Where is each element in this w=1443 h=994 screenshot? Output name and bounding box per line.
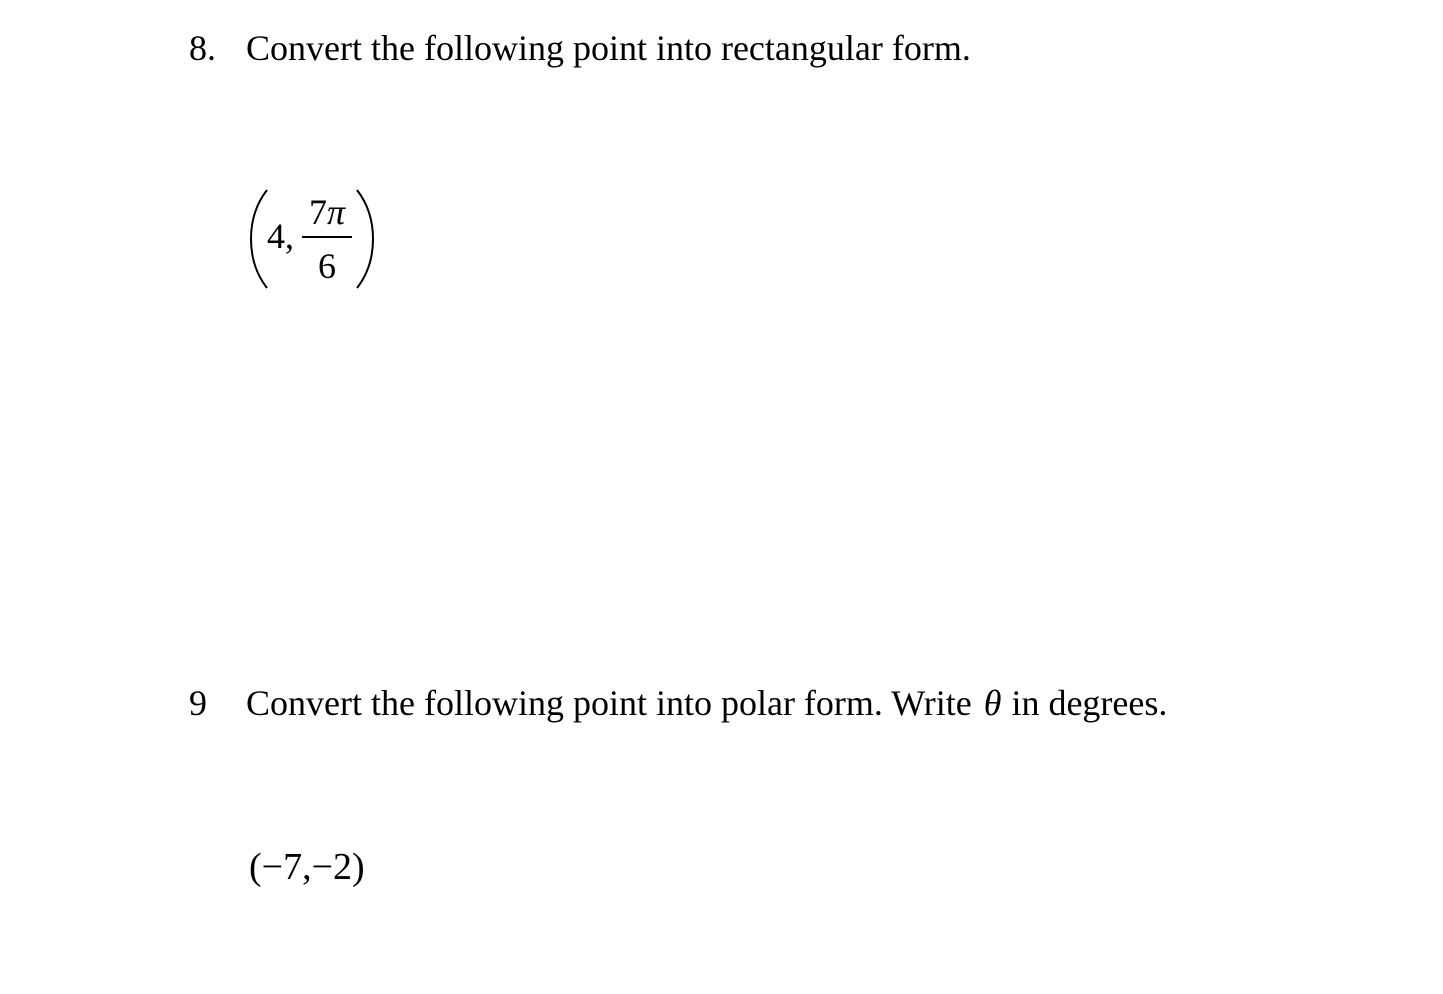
problem-8-number: 8.	[189, 28, 216, 68]
problem-9-instruction-after: in degrees.	[1011, 683, 1168, 723]
problem-9-instruction-before: Convert the following point into polar form. Write	[246, 683, 972, 723]
problem-9-instruction-line	[189, 685, 1167, 721]
fraction-bar	[302, 236, 352, 238]
problem-8-instruction-line	[189, 30, 971, 66]
angle-denominator: 6	[318, 246, 336, 286]
polar-radius: 4,	[267, 216, 294, 256]
problem-8-polar-point	[247, 186, 377, 292]
pi-symbol: π	[326, 192, 346, 232]
problem-8-instruction: Convert the following point into rectangular form.	[246, 28, 971, 68]
problem-9-number: 9	[189, 683, 207, 723]
right-parenthesis	[353, 186, 377, 292]
problem-9-rectangular-point: (−7,−2)	[249, 846, 365, 888]
angle-numerator	[302, 194, 352, 230]
angle-numerator-digit: 7	[308, 192, 327, 232]
theta-symbol: θ	[983, 683, 1002, 723]
